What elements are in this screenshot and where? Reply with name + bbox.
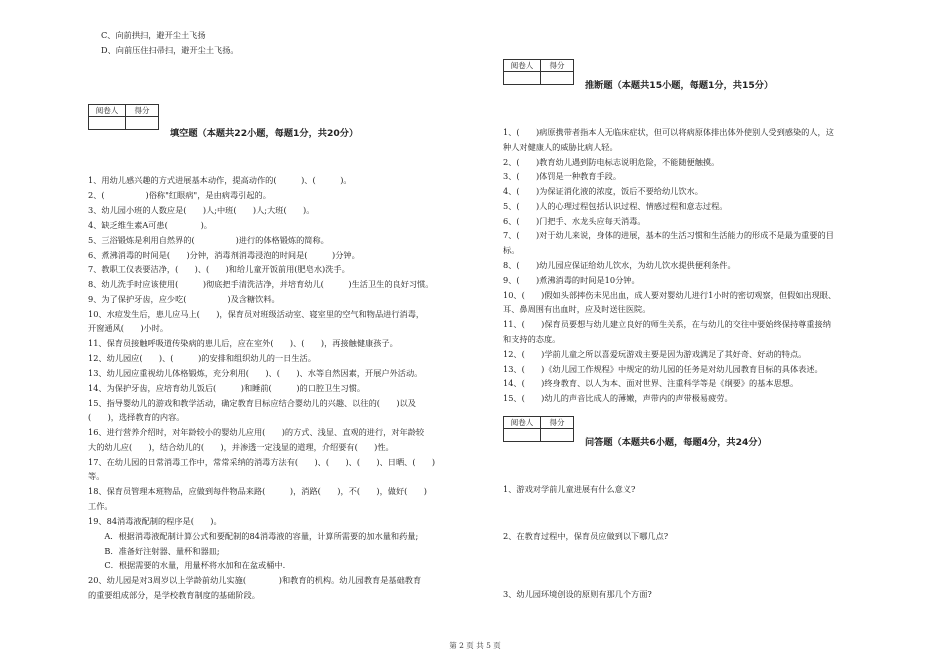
question-line: 6、( )门把手、水龙头应每天消毒。 bbox=[503, 216, 646, 226]
qa-question: 3、幼儿园环境创设的原则有那几个方面? bbox=[503, 589, 652, 599]
question-line: 19、84消毒液配制的程序是( )。 bbox=[88, 516, 222, 526]
score-box bbox=[503, 416, 574, 442]
question-line: 12、幼儿园应( )、( )的安排和组织幼儿的一日生活。 bbox=[88, 353, 316, 363]
question-line: 和支持的态度。 bbox=[503, 334, 561, 344]
question-line: 17、在幼儿园的日常消毒工作中，常常采纳的消毒方法有( )、( )、( )、日晒、( ) bbox=[88, 457, 436, 467]
question-line: 20、幼儿园是对3周岁以上学龄前幼儿实施( )和教育的机构。幼儿园教育是基础教育 bbox=[88, 575, 422, 585]
question-line: 工作。 bbox=[88, 501, 113, 511]
question-line: 耳、鼻周围有出血时，应及时送往医院。 bbox=[503, 304, 651, 314]
reviewer-cell bbox=[504, 72, 541, 85]
question-line: 10、( )假如头部摔伤未见出血，成人要对婴幼儿进行1小时的密切观察，但假如出现眼、 bbox=[503, 290, 837, 300]
question-line: 10、水痘发生后，患儿应马上( )，保育员对班级活动室、寝室里的空气和物品进行消毒， bbox=[88, 309, 425, 319]
option-line: D、向前压住扫帚扫，避开尘土飞扬。 bbox=[101, 45, 239, 55]
score-box bbox=[503, 59, 574, 85]
question-line: 18、保育员管理本班物品，应做到每件物品来路( )，消路( )，不( )，做好( ) bbox=[88, 486, 427, 496]
question-line: 11、( )保育员要想与幼儿建立良好的师生关系，在与幼儿的交往中要始终保持尊重接纳 bbox=[503, 319, 831, 329]
question-line: B．准备好注射器、量杯和器皿; bbox=[88, 546, 220, 556]
question-line: 8、幼儿洗手时应该使用( )彻底把手清洗洁净，并培育幼儿( )生活卫生的良好习惯。 bbox=[88, 279, 434, 289]
page-number: 第 2 页 共 5 页 bbox=[449, 641, 501, 650]
question-line: 8、( )幼儿园应保证给幼儿饮水，为幼儿饮水提供便利条件。 bbox=[503, 260, 736, 270]
reviewer-label: 阅卷人 bbox=[89, 105, 126, 117]
score-cell bbox=[541, 429, 574, 442]
question-line: 大的幼儿应( )，结合幼儿的( )，并渗透一定浅显的道理，介绍要有( )性。 bbox=[88, 442, 394, 452]
score-cell bbox=[126, 117, 159, 130]
question-line: 5、三浴锻炼是利用自然界的( )进行的体格锻炼的简称。 bbox=[88, 235, 329, 245]
question-line: 标。 bbox=[503, 245, 520, 255]
question-line: 的重要组成部分，是学校教育制度的基础阶段。 bbox=[88, 590, 260, 600]
question-line: 7、( )对于幼儿来说，身体的进展，基本的生活习惯和生活能力的形成不是最为重要的目 bbox=[503, 230, 834, 240]
option-line: C、向前拱扫，避开尘土飞扬 bbox=[101, 30, 206, 40]
question-line: 4、( )为保证消化液的浓度，饭后不要给幼儿饮水。 bbox=[503, 186, 703, 196]
question-line: 12、( )学前儿童之所以喜爱玩游戏主要是因为游戏满足了其好奇、好动的特点。 bbox=[503, 349, 807, 359]
score-label: 得分 bbox=[126, 105, 159, 117]
question-line: 5、( )人的心理过程包括认识过程、情感过程和意志过程。 bbox=[503, 201, 728, 211]
question-line: 14、( )终身教育、以人为本、面对世界、注重科学等是《纲要》的基本思想。 bbox=[503, 378, 799, 388]
section-title-qa: 问答题（本题共6小题，每题4分，共24分） bbox=[585, 437, 767, 448]
question-line: 6、煮沸消毒的时间是( )分钟，消毒剂消毒浸泡的时间是( )分钟。 bbox=[88, 250, 360, 260]
question-line: 11、保育员接触呼吸道传染病的患儿后，应在室外( )、( )，再接触健康孩子。 bbox=[88, 338, 398, 348]
question-line: 2、( )教育幼儿遇到防电标志说明危险，不能随便触摸。 bbox=[503, 157, 720, 167]
question-line: 9、为了保护牙齿，应少吃( )及含糖饮料。 bbox=[88, 294, 280, 304]
section-title-fill-blank: 填空题（本题共22小题，每题1分，共20分） bbox=[170, 128, 359, 139]
score-label: 得分 bbox=[541, 60, 574, 72]
question-line: 1、( )病原携带者指本人无临床症状，但可以将病原体排出体外使别人受到感染的人，这 bbox=[503, 127, 834, 137]
question-line: 16、进行营养介绍时，对年龄较小的婴幼儿应用( )的方式、浅显、直观的进行，对年龄较 bbox=[88, 427, 425, 437]
question-line: 9、( )煮沸消毒的时间是10分钟。 bbox=[503, 275, 640, 285]
qa-question: 1、游戏对学前儿童进展有什么意义? bbox=[503, 484, 636, 494]
score-box bbox=[88, 104, 159, 130]
question-line: 7、教职工仪表要洁净，( )、( )和给儿童开饭前用(肥皂水)洗手。 bbox=[88, 264, 350, 274]
section-title-judgment: 推断题（本题共15小题，每题1分，共15分） bbox=[585, 80, 774, 91]
score-label: 得分 bbox=[541, 417, 574, 429]
qa-question: 2、在教育过程中，保育员应做到以下哪几点? bbox=[503, 531, 669, 541]
question-line: 1、用幼儿感兴趣的方式进展基本动作，提高动作的( )、( )。 bbox=[88, 175, 352, 185]
question-line: A．根据消毒液配制计算公式和要配制的84消毒液的容量，计算所需要的加水量和药量; bbox=[88, 531, 419, 541]
question-line: C．根据需要的水量，用量杯将水加和在盆或桶中. bbox=[88, 560, 286, 570]
question-line: 3、幼儿园小班的人数应是( )人;中班( )人;大班( )。 bbox=[88, 205, 315, 215]
question-line: 4、缺乏维生素A可患( )。 bbox=[88, 220, 212, 230]
question-line: 种人对健康人的威胁比病人轻。 bbox=[503, 142, 618, 152]
score-cell bbox=[541, 72, 574, 85]
question-line: 14、为保护牙齿，应培育幼儿饭后( )和睡前( )的口腔卫生习惯。 bbox=[88, 383, 366, 393]
question-line: 15、( )幼儿的声音比成人的薄嫩，声带内的声带极易疲劳。 bbox=[503, 393, 733, 403]
question-line: 3、( )体罚是一种教育手段。 bbox=[503, 171, 622, 181]
question-line: 13、( )《幼儿园工作规程》中规定的幼儿园的任务是对幼儿园教育目标的具体表述。 bbox=[503, 364, 823, 374]
question-line: 2、( )俗称"红眼病"，是由病毒引起的。 bbox=[88, 190, 271, 200]
question-line: 13、幼儿园应重视幼儿体格锻炼，充分利用( )、( )、水等自然因素，开展户外活动。 bbox=[88, 368, 423, 378]
question-line: 开窗通风( )小时。 bbox=[88, 323, 169, 333]
question-line: ( )，选择教育的内容。 bbox=[88, 412, 185, 422]
question-line: 15、指导婴幼儿的游戏和教学活动，确定教育目标应结合婴幼儿的兴趣、以往的( )以及 bbox=[88, 398, 416, 408]
reviewer-cell bbox=[504, 429, 541, 442]
question-line: 等。 bbox=[88, 471, 105, 481]
reviewer-cell bbox=[89, 117, 126, 130]
reviewer-label: 阅卷人 bbox=[504, 417, 541, 429]
reviewer-label: 阅卷人 bbox=[504, 60, 541, 72]
